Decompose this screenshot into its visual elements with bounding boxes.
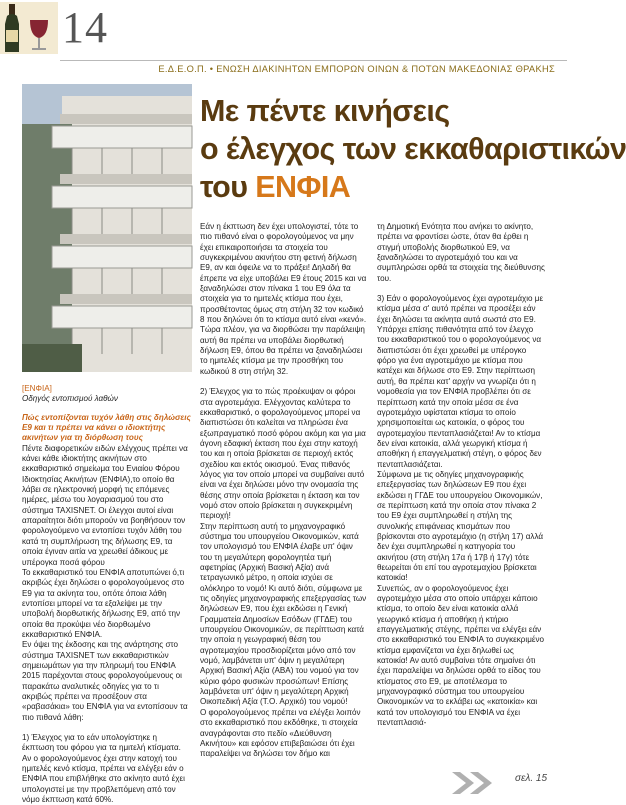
- paragraph: Συνεπώς, αν ο φορολογούμενος έχει αγροτεμάχιο μέσα στο οποίο υπάρχει κάποιο κτίσμα, το οποίο δεν είναι κατοικία αλλά γεωργικό κτίσμα ή αποθήκη ή κτήριο επαγγελματικής στέγης, πρέπει να ελέγξει εάν στο εκκαθαριστικό του ΕΝΦΙΑ το συγκεκριμένο κτίσμα εμφανίζεται να έχει δηλωθεί ως κατοικία! Αν αυτό συμβαίνει τότε σημαίνει ότι έχει παραλείψει να δηλώσει ορθά το είδος του κτίσματος στο Ε9, με αποτέλεσμα το μηχανογραφικό σύστημα του υπουργείου Οικονομικών να το εκλάβει ως «κατοικία» και κατά τον υπολογισμό του ΕΝΦΙΑ να έχει πενταπλασιά-: [377, 583, 545, 728]
- paragraph: τη Δημοτική Ενότητα που ανήκει το ακίνητο, πρέπει να φροντίσει ώστε, όταν θα έρθει η στιγμή υποβολής διορθωτικού Ε9, να ξαναδηλώσει το αγροτεμάχιό του και να συμπληρώσει ορθά τα στοιχεία της διεύθυνσης του.: [377, 222, 545, 283]
- paragraph: 1) Έλεγχος για το εάν υπολογίστηκε η έκπτωση του φόρου για τα ημιτελή κτίσματα. Αν ο φορολογούμενος έχει στην κατοχή του ημιτελές κενό κτίσμα, πρέπει να ελέγξει εάν ο ΕΝΦΙΑ που επιβλήθηκε στο ακίνητο αυτό έχει υπολογιστεί με την προβλεπόμενη από τον νόμο έκπτωση κατά 60%.: [22, 733, 185, 805]
- title-line-3-prefix: του: [200, 170, 256, 204]
- paragraph: Εάν η έκπτωση δεν έχει υπολογιστεί, τότε το πιο πιθανό είναι ο φορολογούμενος να μην έχει επικαιροποιήσει τα στοιχεία του συγκεκριμένου ακινήτου στη φετινή δήλωση Ε9, αν και όφειλε να το πράξει! Δηλαδή θα έπρεπε να είχε υποβάλει Ε9 έτους 2015 και να ξαναδηλώσει στον πίνακα 1 του Ε9 όλα τα στοιχεία για το ημιτελές κτίσμα που έχει, προσθέτοντας όμως στη στήλη 32 τον κωδικό 8 που δηλώνει ότι το κτίσμα αυτό είναι «κενό». Τώρα πλέον, για να διορθώσει την παράλειψη αυτή θα πρέπει να υποβάλει διορθωτική δήλωση Ε9, όπου θα πρέπει να ξαναδηλώσει το ημιτελές κτίσμα με την προσθήκη του κωδικού 8 στη στήλη 32.: [200, 222, 367, 376]
- paragraph: 2) Έλεγχος για το πώς προέκυψαν οι φόροι στα αγροτεμάχια. Ελέγχοντας καλύτερα το εκκαθαριστικό, ο φορολογούμενος μπορεί να διαπιστώσει ότι καλείται να πληρώσει ένα εξωπραγματικό ποσό φόρου ακόμη και για μια άγονη εδαφική έκταση που έχει στην κατοχή του και η οποία βρίσκεται σε περιοχή εκτός σχεδίου και εκτός οικισμού. Ένας πιθανός λόγος για τον οποίο μπορεί να συμβαίνει αυτό είναι να έχει δηλώσει μόνο την ονομασία της θέσης στην οποία βρίσκεται η έκταση και τον νομό στον οποίο βρίσκεται η συγκεκριμένη περιοχή!: [200, 387, 366, 521]
- wine-bottle-glass-icon: [0, 2, 58, 54]
- paragraph: Το εκκαθαριστικό του ΕΝΦΙΑ αποτυπώνει ό,τι ακριβώς έχει δηλώσει ο φορολογούμενος στο Ε9 για τα ακίνητα του, οπότε όποια λάθη εντοπίσει μπορεί να τα εξαλείψει με την υποβολή διορθωτικής δήλωσης Ε9, από την οποία θα προκύψει νέο διορθωμένο εκκαθαριστικό ΕΝΦΙΑ.: [22, 567, 185, 639]
- title-line-1: Με πέντε κινήσεις: [200, 94, 450, 128]
- footer-page-label: σελ. 15: [515, 773, 548, 784]
- paragraph: 3) Εάν ο φορολογούμενος έχει αγροτεμάχιο με κτίσμα μέσα σ' αυτό πρέπει να προσέξει εάν έχει δηλώσει τα ακίνητα αυτά σωστά στο Ε9. Υπάρχει επίσης πιθανότητα από τον έλεγχο του εκκαθαριστικού του ο φορολογούμενος να διαπιστώσει ότι έχει χρεωθεί με υπέρογκο φόρο για ένα αγροτεμάχιο με κτίσμα που κατέχει και δήλωσε στο Ε9. Στην περίπτωση αυτή, θα πρέπει κατ' αρχήν να γνωρίζει ότι η νομοθεσία για τον ΕΝΦΙΑ προβλέπει ότι σε περίπτωση κατά την οποία μέσα σε ένα αγροτεμάχιο υφίσταται κτίσμα το οποίο χρησιμοποιείται ως κατοικία, ο φόρος του αγροτεμαχίου πενταπλασιάζεται! Αν το κτίσμα δεν είναι κατοικία, αλλά γεωργική κτίσμα ή αποθήκη ή επαγγελματική στέγη, ο φόρος δεν πενταπλασιάζεται.: [377, 294, 544, 469]
- double-chevron-right-icon: [450, 770, 520, 796]
- article-column-3: [377, 222, 545, 729]
- paragraph: Στην περίπτωση αυτή το μηχανογραφικό σύστημα του υπουργείου Οικονομικών, κατά τον υπολογισμό του ΕΝΦΙΑ έλαβε υπ' όψιν του τη μεγαλύτερη φορολογητέα τιμή αφετηρίας (Αρχική Βασική Αξία) ανά τετραγωνικό μέτρο, η οποία ισχύει σε ολόκληρο το νομό! Κι αυτό διότι, σύμφωνα με τις οδηγίες μηχανογραφικής επεξεργασίας των δηλώσεων Ε9, που έχει εκδώσει η Γενική Γραμματεία Δημοσίων Εσόδων (ΓΓΔΕ) του υπουργείου Οικονομικών, σε περίπτωση κατά την οποία η γεωγραφική θέση του αγροτεμαχίου προσδιορίζεται μόνο από τον νομό, λαμβάνεται υπ' όψιν η μεγαλύτερη Αρχική Βασική Αξία (ΑΒΑ) του νομού για τον κύριο φόρο φυσικών προσώπων! Επίσης λαμβάνεται υπ' όψιν η μεγαλύτερη Αρχική Οικοπεδική Αξία (Τ.Ο. Αρχικό) του νομού!: [200, 521, 367, 707]
- paragraph: Σύμφωνα με τις οδηγίες μηχανογραφικής επεξεργασίας των δηλώσεων Ε9 που έχει εκδώσει η ΓΓΔΕ του υπουργείου Οικονομικών, σε περίπτωση κατά την οποία στον πίνακα 2 του Ε9 έχει συμπληρωθεί η στήλη της συνολικής επιφάνειας κτισμάτων που βρίσκονται στο αγροτεμάχιο (η στήλη 17) αλλά δεν έχει συμπληρωθεί η κατηγορία του ακινήτου (στη στήλη 17α ή 17β ή 17γ) τότε θεωρείται ότι επί του αγροτεμαχίου βρίσκεται κατοικία!: [377, 469, 544, 583]
- article-subtitle: Πώς εντοπίζονται τυχόν λάθη στις δηλώσεις Ε9 και τι πρέπει να κάνει ο ιδιοκτήτης ακινήτων για τη διόρθωση τους: [22, 412, 191, 443]
- title-accent: ΕΝΦΙΑ: [255, 170, 351, 204]
- paragraph: Ο φορολογούμενος πρέπει να ελέγξει λοιπόν στο εκκαθαριστικό που εκδόθηκε, τι στοιχεία αναγράφονται στο πεδίο «Διεύθυνση Ακινήτου» και εφόσον επιβεβαιώσει ότι έχει παραλείψει να δηλώσει τον δήμο και: [200, 707, 361, 759]
- publication-header: Ε.Δ.Ε.Ο.Π. • ΕΝΩΣΗ ΔΙΑΚΙΝΗΤΩΝ ΕΜΠΟΡΩΝ ΟΙΝΩΝ & ΠΟΤΩΝ ΜΑΚΕΔΟΝΙΑΣ ΘΡΑΚΗΣ: [158, 64, 555, 74]
- article-column-1: [22, 384, 191, 805]
- article-title: [200, 92, 626, 206]
- page-number: 14: [62, 3, 108, 52]
- title-line-2: ο έλεγχος των εκκαθαριστικών: [200, 132, 626, 166]
- paragraph: Πέντε διαφορετικών ειδών ελέγχους πρέπει να κάνει κάθε ιδιοκτήτης ακινήτων στο εκκαθαριστικό σημείωμα του Ενιαίου Φόρου Ιδιοκτησίας Ακινήτων (ΕΝΦΙΑ),το οποίο θα λάβει σε ηλεκτρονική μορφή τις επόμενες ημέρες, μέσω του λογαριασμού του στο σύστημα TAXISNET. Οι έλεγχοι αυτοί είναι απαραίτητοι διότι μπορούν να βοηθήσουν τον φορολογούμενο να εντοπίσει τυχόν λάθη του κατά τη συμπλήρωση της δήλωσης Ε9, τα οποία έγιναν αιτία να χρεωθεί άδικους με υπέρογκα ποσά φόρου: [22, 443, 188, 567]
- section-tag: [ΕΝΦΙΑ]: [22, 384, 52, 393]
- title-line-3: [200, 168, 560, 206]
- building-photo: [22, 84, 192, 372]
- header-rule: [60, 60, 567, 61]
- article-column-2: [200, 222, 367, 760]
- article-kicker: Οδηγός εντοπισμού λαθών: [22, 394, 118, 404]
- paragraph: Εν όψει της έκδοσης και της ανάρτησης στο σύστημα TAXISNET των εκκαθαριστικών σημειωμάτων για την πληρωμή του ΕΝΦΙΑ 2015 παρέχονται στους φορολογούμενους οι παρακάτω αναλυτικές οδηγίες για το τι ακριβώς πρέπει να προσέξουν στα «ραβασάκια» του ΕΝΦΙΑ για να εντοπίσουν τα πιο πιθανά λάθη:: [22, 640, 188, 722]
